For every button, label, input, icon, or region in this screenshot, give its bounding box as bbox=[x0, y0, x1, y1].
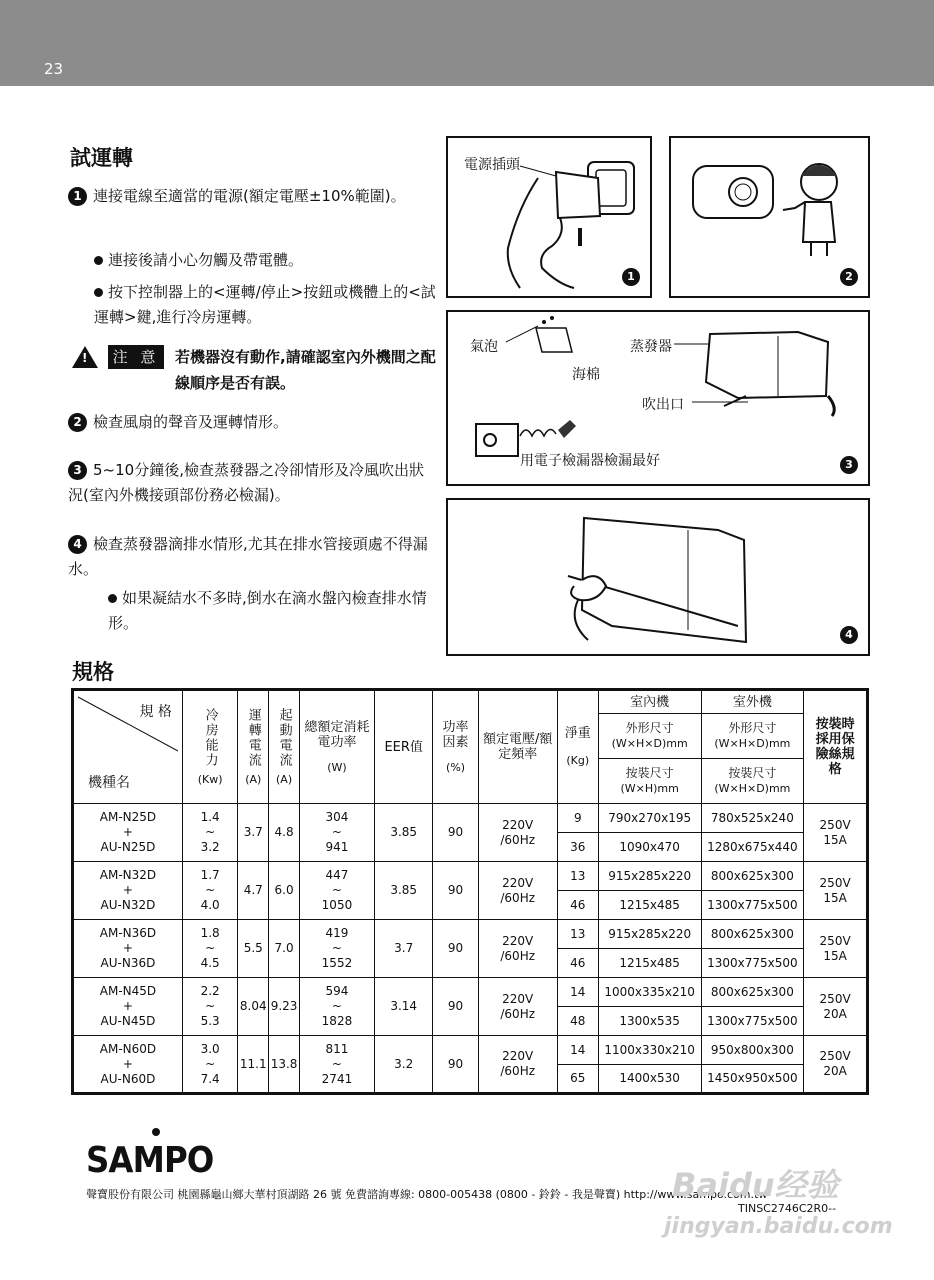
cooling-cell-cool_min: 1.7 bbox=[200, 868, 220, 882]
cooling-cell-cool_max: 3.2 bbox=[200, 840, 220, 854]
bullet-text: 按下控制器上的<運轉/停止>按鈕或機體上的<試運轉>鍵,進行冷房運轉。 bbox=[94, 283, 436, 326]
run-current-cell-run: 4.7 bbox=[243, 883, 263, 897]
power-header bbox=[299, 690, 374, 804]
power-cell-pw_min: 447 bbox=[325, 868, 349, 882]
evaporator-label: 蒸發器 bbox=[630, 339, 672, 355]
indoor-outer-size-header bbox=[598, 714, 701, 759]
indoor-install-cell bbox=[598, 1007, 701, 1036]
indoor-size-cell-in_size: 915x285x220 bbox=[608, 868, 692, 883]
voltage-cell bbox=[478, 1036, 557, 1094]
table-row bbox=[73, 1036, 868, 1065]
weight-outdoor-cell bbox=[557, 833, 598, 862]
pf-cell bbox=[433, 862, 478, 920]
power-cell-tilde: ~ bbox=[331, 999, 342, 1013]
power-cell-pw_max: 2741 bbox=[321, 1071, 353, 1086]
step-2-text: 檢查風扇的聲音及運轉情形。 bbox=[93, 413, 289, 431]
fuse-cell-fuse_a: 20A bbox=[823, 1006, 847, 1021]
cooling-cell bbox=[182, 920, 237, 978]
step-1-bullet-2 bbox=[94, 280, 439, 330]
model-cell bbox=[73, 1036, 183, 1094]
weight-outdoor-cell-w_out: 46 bbox=[570, 897, 586, 912]
fuse-cell-fuse_v: 250V bbox=[819, 991, 851, 1006]
caution-box bbox=[72, 344, 452, 396]
outdoor-size-cell-out_size: 950x800x300 bbox=[710, 1042, 794, 1057]
outdoor-install-cell bbox=[701, 949, 804, 978]
header-bar bbox=[0, 0, 934, 86]
voltage-cell-volt: 220V bbox=[502, 1049, 534, 1063]
bubble-label: 氣泡 bbox=[470, 339, 498, 355]
start-current-header-text: 起動電流 bbox=[276, 707, 292, 768]
model-cell bbox=[73, 862, 183, 920]
figure-4-number: 4 bbox=[840, 626, 858, 644]
corner-spec-label: 規 格 bbox=[139, 704, 172, 720]
eer-cell bbox=[374, 1036, 433, 1094]
table-row bbox=[73, 978, 868, 1007]
step-4-text: 檢查蒸發器滴排水情形,尤其在排水管接頭處不得漏水。 bbox=[68, 535, 428, 578]
pf-unit: (%) bbox=[446, 760, 466, 774]
step-1-text: 連接電線至適當的電源(額定電壓±10%範圍)。 bbox=[93, 187, 406, 205]
run-current-cell bbox=[238, 920, 269, 978]
pf-cell-pf: 90 bbox=[447, 999, 464, 1013]
outdoor-install-size-unit: (W×H×D)mm bbox=[714, 782, 791, 795]
outdoor-size-cell bbox=[701, 920, 804, 949]
outdoor-install-cell bbox=[701, 833, 804, 862]
fuse-cell-fuse_a: 15A bbox=[823, 948, 847, 963]
outdoor-outer-size-header bbox=[701, 714, 804, 759]
voltage-cell bbox=[478, 978, 557, 1036]
outdoor-install-cell bbox=[701, 891, 804, 920]
eer-cell-eer: 3.85 bbox=[390, 825, 418, 839]
eer-cell-eer: 3.7 bbox=[394, 941, 414, 955]
power-cell-tilde: ~ bbox=[331, 883, 342, 897]
caution-label: 注 意 bbox=[108, 345, 164, 369]
power-cell-pw_max: 941 bbox=[325, 840, 349, 854]
start-current-cell-start: 9.23 bbox=[270, 999, 298, 1013]
outdoor-size-cell bbox=[701, 1036, 804, 1065]
run-current-unit: (A) bbox=[245, 772, 262, 786]
run-current-cell bbox=[238, 804, 269, 862]
indoor-size-cell-in_size: 1100x330x210 bbox=[604, 1042, 695, 1057]
figure-1-number: 1 bbox=[622, 268, 640, 286]
run-current-cell-run: 11.1 bbox=[239, 1056, 267, 1071]
outdoor-size-cell bbox=[701, 862, 804, 891]
cooling-cell-cool_min: 1.4 bbox=[200, 810, 220, 824]
step-4-bullet bbox=[108, 586, 428, 636]
power-cell-pw_max: 1552 bbox=[321, 956, 353, 970]
start-current-unit: (A) bbox=[276, 772, 293, 786]
weight-outdoor-cell bbox=[557, 1065, 598, 1094]
voltage-cell-volt: 220V bbox=[502, 991, 534, 1006]
weight-indoor-cell bbox=[557, 804, 598, 833]
model-cell-model_in: AM-N36D bbox=[99, 926, 157, 940]
indoor-size-cell bbox=[598, 978, 701, 1007]
step-1-bullet-1 bbox=[94, 248, 439, 273]
voltage-cell-freq: /60Hz bbox=[500, 832, 536, 847]
pf-cell-pf: 90 bbox=[447, 941, 464, 955]
outdoor-install-size-text: 按裝尺寸 bbox=[728, 766, 777, 780]
run-current-header bbox=[238, 690, 269, 804]
model-cell bbox=[73, 920, 183, 978]
model-cell-model_in: AM-N45D bbox=[99, 984, 157, 998]
indoor-size-cell-in_size: 915x285x220 bbox=[608, 926, 692, 941]
cooling-cell-tilde: ~ bbox=[205, 941, 216, 955]
power-cell-pw_min: 304 bbox=[325, 810, 349, 824]
step-4-number: 4 bbox=[68, 535, 87, 554]
bullet-text: 連接後請小心勿觸及帶電體。 bbox=[108, 251, 304, 269]
voltage-cell-volt: 220V bbox=[502, 817, 534, 832]
cooling-unit: (Kw) bbox=[197, 772, 223, 786]
indoor-install-cell bbox=[598, 1065, 701, 1094]
indoor-install-size-unit: (W×H)mm bbox=[620, 782, 679, 795]
pf-cell bbox=[433, 1036, 478, 1094]
eer-cell-eer: 3.14 bbox=[390, 999, 418, 1013]
cooling-cell-cool_min: 2.2 bbox=[200, 984, 220, 998]
spec-table bbox=[71, 688, 869, 1095]
model-cell-model_out: AU-N32D bbox=[100, 898, 156, 912]
power-cell bbox=[299, 804, 374, 862]
leak-check-illustration bbox=[448, 312, 868, 484]
outdoor-install-cell-out_install: 1300x775x500 bbox=[707, 955, 798, 970]
weight-indoor-cell-w_in: 14 bbox=[570, 1042, 586, 1057]
power-cell-tilde: ~ bbox=[331, 941, 342, 955]
document-number: TINSC2746C2R0-- bbox=[738, 1202, 837, 1215]
step-3-text: 5~10分鐘後,檢查蒸發器之冷卻情形及冷風吹出狀況(室內外機接頭部份務必檢漏)。 bbox=[68, 461, 424, 504]
outdoor-install-cell bbox=[701, 1007, 804, 1036]
power-cell-pw_min: 594 bbox=[325, 984, 349, 998]
cooling-cell-cool_max: 4.0 bbox=[200, 898, 220, 912]
model-cell-model_out: AU-N45D bbox=[100, 1014, 156, 1028]
sponge-label: 海棉 bbox=[572, 367, 600, 383]
outdoor-install-cell-out_install: 1280x675x440 bbox=[707, 839, 798, 854]
page-number: 23 bbox=[44, 60, 64, 78]
indoor-size-cell-in_size: 1000x335x210 bbox=[604, 984, 695, 999]
run-current-cell bbox=[238, 978, 269, 1036]
watermark-url: jingyan.baidu.com bbox=[664, 1214, 893, 1239]
cooling-cell bbox=[182, 862, 237, 920]
power-plug-label: 電源插頭 bbox=[464, 157, 520, 173]
indoor-install-cell bbox=[598, 833, 701, 862]
fuse-cell-fuse_a: 15A bbox=[823, 832, 847, 847]
start-current-cell bbox=[269, 804, 300, 862]
weight-indoor-cell bbox=[557, 920, 598, 949]
weight-outdoor-cell-w_out: 36 bbox=[570, 839, 586, 854]
voltage-cell bbox=[478, 920, 557, 978]
indoor-install-cell-in_install: 1400x530 bbox=[619, 1071, 680, 1085]
figure-3-number: 3 bbox=[840, 456, 858, 474]
power-cell bbox=[299, 920, 374, 978]
power-cell-pw_max: 1828 bbox=[321, 1014, 353, 1028]
indoor-install-size-text: 按裝尺寸 bbox=[625, 766, 674, 780]
run-current-cell bbox=[238, 1036, 269, 1094]
model-cell-plus: + bbox=[122, 825, 133, 839]
weight-indoor-cell-w_in: 13 bbox=[570, 926, 586, 941]
outdoor-install-cell-out_install: 1300x775x500 bbox=[707, 1013, 798, 1028]
indoor-install-cell bbox=[598, 891, 701, 920]
step-1-number: 1 bbox=[68, 187, 87, 206]
weight-outdoor-cell-w_out: 48 bbox=[570, 1013, 586, 1028]
weight-indoor-cell-w_in: 14 bbox=[570, 984, 586, 999]
outdoor-size-cell-out_size: 800x625x300 bbox=[710, 984, 794, 999]
outdoor-install-cell-out_install: 1300x775x500 bbox=[707, 897, 798, 912]
cooling-cell-cool_max: 7.4 bbox=[200, 1071, 220, 1086]
fuse-cell-fuse_a: 15A bbox=[823, 890, 847, 905]
eer-cell bbox=[374, 862, 433, 920]
cooling-cell-cool_min: 1.8 bbox=[200, 926, 220, 940]
step-3 bbox=[68, 458, 438, 508]
pf-cell bbox=[433, 804, 478, 862]
fuse-header: 按裝時採用保險絲規格 bbox=[804, 690, 868, 804]
power-cell bbox=[299, 978, 374, 1036]
power-cell-pw_min: 419 bbox=[325, 926, 349, 940]
eer-cell bbox=[374, 804, 433, 862]
spec-title: 規格 bbox=[72, 660, 114, 684]
start-current-cell-start: 6.0 bbox=[274, 883, 294, 897]
weight-outdoor-cell bbox=[557, 891, 598, 920]
indoor-install-cell-in_install: 1090x470 bbox=[619, 839, 680, 854]
company-info: 聲寶股份有限公司 桃園縣龜山鄉大華村頂湖路 26 號 免費諮詢專線: 0800-005438 (0800 - 鈴鈴 - 我是聲寶) http://www.sampo.com.tw bbox=[86, 1188, 768, 1201]
figure-4-panel bbox=[446, 498, 870, 656]
run-current-cell-run: 3.7 bbox=[243, 825, 263, 839]
plug-illustration bbox=[448, 138, 650, 296]
fuse-cell-fuse_v: 250V bbox=[819, 933, 851, 948]
caution-text: 若機器沒有動作,請確認室內外機間之配線順序是否有誤。 bbox=[175, 348, 436, 392]
cooling-cell bbox=[182, 804, 237, 862]
step-4 bbox=[68, 532, 438, 582]
start-current-header bbox=[269, 690, 300, 804]
indoor-install-cell-in_install: 1215x485 bbox=[619, 955, 680, 970]
outdoor-header: 室外機 bbox=[701, 690, 804, 714]
voltage-cell-volt: 220V bbox=[502, 875, 534, 890]
pf-cell bbox=[433, 978, 478, 1036]
indoor-header: 室內機 bbox=[598, 690, 701, 714]
model-cell-model_in: AM-N32D bbox=[99, 868, 157, 882]
cooling-cell-tilde: ~ bbox=[205, 883, 216, 897]
outdoor-outer-size-text: 外形尺寸 bbox=[728, 721, 777, 735]
power-cell-pw_min: 811 bbox=[325, 1041, 349, 1056]
pf-cell bbox=[433, 920, 478, 978]
fuse-cell-fuse_v: 250V bbox=[819, 875, 851, 890]
power-cell bbox=[299, 1036, 374, 1094]
outdoor-size-cell-out_size: 800x625x300 bbox=[710, 868, 794, 883]
model-cell-model_out: AU-N36D bbox=[100, 956, 156, 970]
voltage-cell-freq: /60Hz bbox=[500, 948, 536, 963]
pf-header bbox=[433, 690, 478, 804]
voltage-cell bbox=[478, 804, 557, 862]
voltage-header: 額定電壓/額定頻率 bbox=[478, 690, 557, 804]
drain-check-illustration bbox=[448, 500, 868, 654]
pf-cell-pf: 90 bbox=[447, 1056, 464, 1071]
model-cell-model_out: AU-N25D bbox=[100, 840, 156, 854]
pf-header-text: 功率因素 bbox=[442, 719, 469, 750]
indoor-size-cell bbox=[598, 920, 701, 949]
model-cell-plus: + bbox=[122, 1056, 133, 1071]
cooling-cell bbox=[182, 1036, 237, 1094]
start-current-cell bbox=[269, 920, 300, 978]
model-cell-model_in: AM-N25D bbox=[99, 810, 157, 824]
bullet-text: 如果凝結水不多時,倒水在滴水盤內檢查排水情形。 bbox=[108, 589, 427, 632]
weight-unit: (Kg) bbox=[566, 754, 590, 767]
figure-1-panel bbox=[446, 136, 652, 298]
model-cell bbox=[73, 804, 183, 862]
outdoor-size-cell bbox=[701, 978, 804, 1007]
power-header-text: 總額定消耗電功率 bbox=[304, 719, 370, 750]
table-row bbox=[73, 920, 868, 949]
corner-model-label: 機種名 bbox=[88, 775, 130, 791]
corner-header bbox=[73, 690, 183, 804]
power-cell-tilde: ~ bbox=[331, 825, 342, 839]
indoor-size-cell bbox=[598, 804, 701, 833]
fuse-cell-fuse_a: 20A bbox=[823, 1064, 847, 1078]
exclamation-icon: ! bbox=[82, 351, 88, 365]
start-current-cell bbox=[269, 978, 300, 1036]
indoor-install-cell-in_install: 1215x485 bbox=[619, 897, 680, 912]
table-row bbox=[73, 862, 868, 891]
run-current-cell-run: 8.04 bbox=[239, 999, 267, 1013]
run-current-cell-run: 5.5 bbox=[243, 941, 263, 955]
watermark-baidu: Baidu经验 bbox=[672, 1166, 839, 1204]
test-run-title: 試運轉 bbox=[70, 146, 133, 170]
cooling-cell-cool_min: 3.0 bbox=[200, 1041, 220, 1056]
voltage-cell-volt: 220V bbox=[502, 933, 534, 948]
listening-person-illustration bbox=[671, 138, 868, 296]
outdoor-size-cell-out_size: 800x625x300 bbox=[710, 926, 794, 941]
voltage-cell-freq: /60Hz bbox=[500, 1064, 536, 1078]
model-cell-model_out: AU-N60D bbox=[100, 1071, 156, 1086]
step-2-number: 2 bbox=[68, 413, 87, 432]
cooling-cell-tilde: ~ bbox=[205, 999, 216, 1013]
run-current-cell bbox=[238, 862, 269, 920]
weight-outdoor-cell-w_out: 65 bbox=[570, 1071, 586, 1085]
outdoor-install-cell bbox=[701, 1065, 804, 1094]
fuse-cell bbox=[804, 804, 868, 862]
step-3-number: 3 bbox=[68, 461, 87, 480]
table-header-row-1 bbox=[73, 690, 868, 714]
detector-label: 用電子檢漏器檢漏最好 bbox=[520, 453, 660, 469]
fuse-cell bbox=[804, 920, 868, 978]
bullet-dot bbox=[94, 288, 103, 297]
fuse-cell bbox=[804, 978, 868, 1036]
cooling-cell bbox=[182, 978, 237, 1036]
outdoor-install-cell-out_install: 1450x950x500 bbox=[707, 1071, 798, 1085]
pf-cell-pf: 90 bbox=[447, 883, 464, 897]
cooling-cell-cool_max: 4.5 bbox=[200, 956, 220, 970]
outdoor-outer-size-unit: (W×H×D)mm bbox=[714, 737, 791, 750]
figure-3-panel bbox=[446, 310, 870, 486]
fuse-cell bbox=[804, 1036, 868, 1094]
voltage-cell-freq: /60Hz bbox=[500, 890, 536, 905]
indoor-size-cell bbox=[598, 1036, 701, 1065]
outdoor-install-size-header bbox=[701, 759, 804, 804]
indoor-outer-size-unit: (W×H×D)mm bbox=[611, 737, 688, 750]
weight-indoor-cell bbox=[557, 1036, 598, 1065]
cooling-header-text: 冷房能力 bbox=[202, 707, 218, 768]
start-current-cell bbox=[269, 862, 300, 920]
weight-outdoor-cell-w_out: 46 bbox=[570, 955, 586, 970]
outlet-label: 吹出口 bbox=[642, 397, 684, 413]
indoor-install-size-header bbox=[598, 759, 701, 804]
indoor-outer-size-text: 外形尺寸 bbox=[625, 721, 674, 735]
fuse-cell-fuse_v: 250V bbox=[819, 1049, 851, 1063]
power-cell-tilde: ~ bbox=[331, 1056, 342, 1071]
weight-outdoor-cell bbox=[557, 949, 598, 978]
pf-cell-pf: 90 bbox=[447, 825, 464, 839]
start-current-cell bbox=[269, 1036, 300, 1094]
figure-2-number: 2 bbox=[840, 268, 858, 286]
model-cell bbox=[73, 978, 183, 1036]
cooling-cell-cool_max: 5.3 bbox=[200, 1014, 220, 1028]
indoor-install-cell-in_install: 1300x535 bbox=[619, 1013, 680, 1028]
indoor-install-cell bbox=[598, 949, 701, 978]
weight-indoor-cell-w_in: 9 bbox=[573, 810, 582, 825]
logo-dot bbox=[152, 1128, 160, 1136]
model-cell-plus: + bbox=[122, 999, 133, 1013]
outdoor-size-cell bbox=[701, 804, 804, 833]
weight-outdoor-cell bbox=[557, 1007, 598, 1036]
start-current-cell-start: 7.0 bbox=[274, 941, 294, 955]
table-row bbox=[73, 804, 868, 833]
eer-cell bbox=[374, 920, 433, 978]
cooling-header bbox=[182, 690, 237, 804]
voltage-cell bbox=[478, 862, 557, 920]
start-current-cell-start: 13.8 bbox=[270, 1056, 298, 1071]
model-cell-plus: + bbox=[122, 941, 133, 955]
power-cell bbox=[299, 862, 374, 920]
power-cell-pw_max: 1050 bbox=[321, 898, 353, 912]
indoor-size-cell-in_size: 790x270x195 bbox=[608, 810, 692, 825]
weight-indoor-cell-w_in: 13 bbox=[570, 868, 586, 883]
model-cell-model_in: AM-N60D bbox=[99, 1041, 157, 1056]
run-current-header-text: 運轉電流 bbox=[245, 707, 261, 768]
sampo-logo: SAMPO bbox=[86, 1140, 214, 1181]
outdoor-size-cell-out_size: 780x525x240 bbox=[710, 810, 794, 825]
weight-header-text: 淨重 bbox=[564, 726, 591, 741]
weight-indoor-cell bbox=[557, 862, 598, 891]
eer-cell-eer: 3.85 bbox=[390, 883, 418, 897]
eer-header: EER值 bbox=[374, 690, 433, 804]
weight-header bbox=[557, 690, 598, 804]
fuse-cell-fuse_v: 250V bbox=[819, 817, 851, 832]
voltage-cell-freq: /60Hz bbox=[500, 1006, 536, 1021]
eer-cell-eer: 3.2 bbox=[394, 1056, 414, 1071]
indoor-size-cell bbox=[598, 862, 701, 891]
start-current-cell-start: 4.8 bbox=[274, 825, 294, 839]
cooling-cell-tilde: ~ bbox=[205, 1056, 216, 1071]
fuse-cell bbox=[804, 862, 868, 920]
power-unit: (W) bbox=[327, 760, 347, 774]
bullet-dot bbox=[108, 594, 117, 603]
bullet-dot bbox=[94, 256, 103, 265]
step-1 bbox=[68, 184, 438, 209]
eer-cell bbox=[374, 978, 433, 1036]
cooling-cell-tilde: ~ bbox=[205, 825, 216, 839]
weight-indoor-cell bbox=[557, 978, 598, 1007]
figure-2-panel bbox=[669, 136, 870, 298]
step-2 bbox=[68, 410, 438, 435]
model-cell-plus: + bbox=[122, 883, 133, 897]
